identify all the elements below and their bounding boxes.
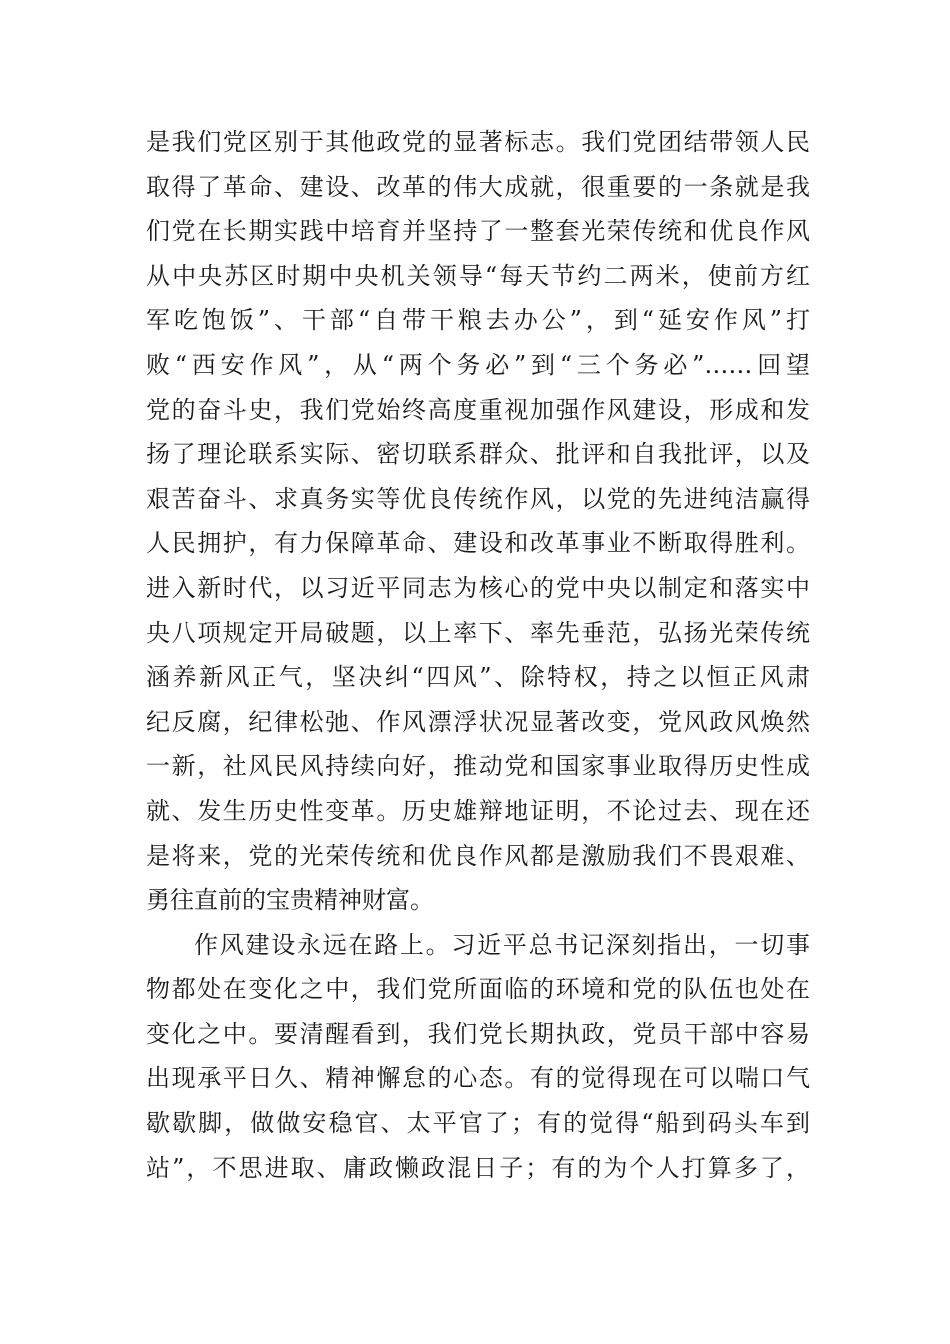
text-line: 从中央苏区时期中央机关领导“每天节约二两米，使前方红 — [146, 261, 810, 290]
text-line: 站”，不思进取、庸政懒政混日子；有的为个人打算多了， — [146, 1153, 810, 1182]
text-line: 扬了理论联系实际、密切联系群众、批评和自我批评，以及 — [146, 440, 810, 469]
text-line: 人民拥护，有力保障革命、建设和改革事业不断取得胜利。 — [146, 529, 810, 558]
text-line: 央八项规定开局破题，以上率下、率先垂范，弘扬光荣传统 — [146, 618, 810, 647]
text-line: 就、发生历史性变革。历史雄辩地证明，不论过去、现在还 — [146, 796, 810, 825]
text-line: 艰苦奋斗、求真务实等优良传统作风，以党的先进纯洁赢得 — [146, 484, 810, 513]
text-line: 歇歇脚，做做安稳官、太平官了；有的觉得“船到码头车到 — [146, 1109, 810, 1138]
text-line: 作风建设永远在路上。习近平总书记深刻指出，一切事 — [194, 930, 810, 959]
text-line: 一新，社风民风持续向好，推动党和国家事业取得历史性成 — [146, 752, 810, 781]
text-line: 是将来，党的光荣传统和优良作风都是激励我们不畏艰难、 — [146, 841, 810, 870]
text-line: 出现承平日久、精神懈怠的心态。有的觉得现在可以喘口气 — [146, 1064, 810, 1093]
body-text — [146, 120, 810, 1190]
text-line: 物都处在变化之中，我们党所面临的环境和党的队伍也处在 — [146, 975, 810, 1004]
text-line: 取得了革命、建设、改革的伟大成就，很重要的一条就是我 — [146, 172, 810, 201]
text-line: 勇往直前的宝贵精神财富。 — [146, 886, 434, 915]
text-line: 败“西安作风”，从“两个务必”到“三个务必”……回望 — [146, 350, 810, 379]
text-line: 进入新时代，以习近平同志为核心的党中央以制定和落实中 — [146, 573, 810, 602]
text-line: 涵养新风正气，坚决纠“四风”、除特权，持之以恒正风肃 — [146, 663, 810, 692]
paragraph-1 — [146, 120, 810, 923]
paragraph-2 — [146, 923, 810, 1191]
text-line: 是我们党区别于其他政党的显著标志。我们党团结带领人民 — [146, 128, 810, 156]
text-line: 军吃饱饭”、干部“自带干粮去办公”，到“延安作风”打 — [146, 306, 810, 335]
text-line: 纪反腐，纪律松弛、作风漂浮状况显著改变，党风政风焕然 — [146, 707, 810, 736]
text-line: 们党在长期实践中培育并坚持了一整套光荣传统和优良作风 — [146, 217, 810, 246]
text-line: 变化之中。要清醒看到，我们党长期执政，党员干部中容易 — [146, 1019, 810, 1048]
text-line: 党的奋斗史，我们党始终高度重视加强作风建设，形成和发 — [146, 395, 810, 424]
